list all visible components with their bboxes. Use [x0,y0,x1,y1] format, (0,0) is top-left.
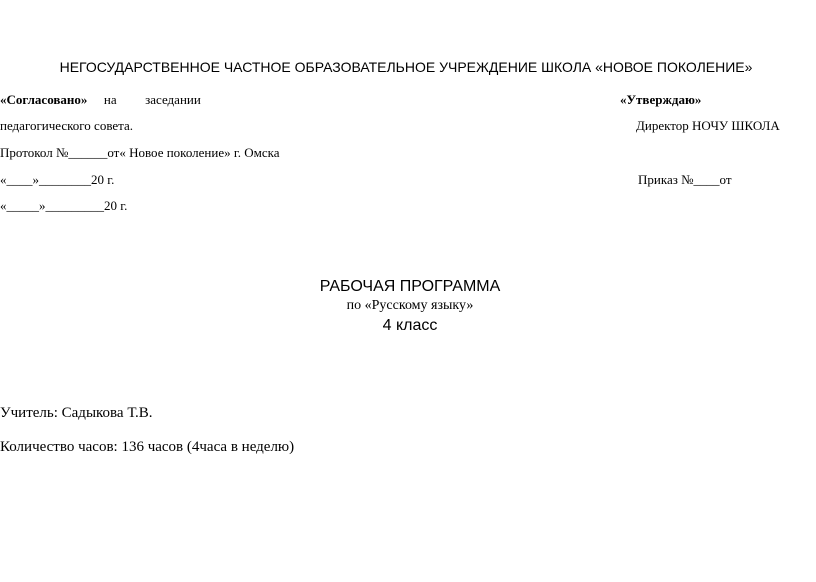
date-line-1: «____»________20 г. [0,172,115,187]
institution-name: НЕГОСУДАРСТВЕННОЕ ЧАСТНОЕ ОБРАЗОВАТЕЛЬНОЕ УЧРЕЖДЕНИЕ ШКОЛА «НОВОЕ ПОКОЛЕНИЕ» [59,59,753,75]
agreed-meeting: заседании [145,92,201,107]
agreed-line [0,92,201,108]
date-line-2: «_____»_________20 г. [0,198,128,213]
council-line: педагогического совета. [0,118,134,133]
program-subject: по «Русскому языку» [346,298,474,313]
director-line: Директор НОЧУ ШКОЛА [636,118,780,133]
hours-line: Количество часов: 136 часов (4часа в неделю) [0,439,295,455]
agreed-on: на [103,92,117,107]
program-title: РАБОЧАЯ ПРОГРАММА [319,278,501,295]
protocol-line: Протокол №______от« Новое поколение» г. Омска [0,145,280,160]
agreed-label: «Согласовано» [0,92,88,107]
order-line: Приказ №____от [638,172,732,187]
teacher-line: Учитель: Садыкова Т.В. [0,405,153,421]
program-grade: 4 класс [382,317,438,334]
approve-line [620,92,701,108]
institution-header [0,59,816,75]
approve-label: «Утверждаю» [620,92,702,107]
